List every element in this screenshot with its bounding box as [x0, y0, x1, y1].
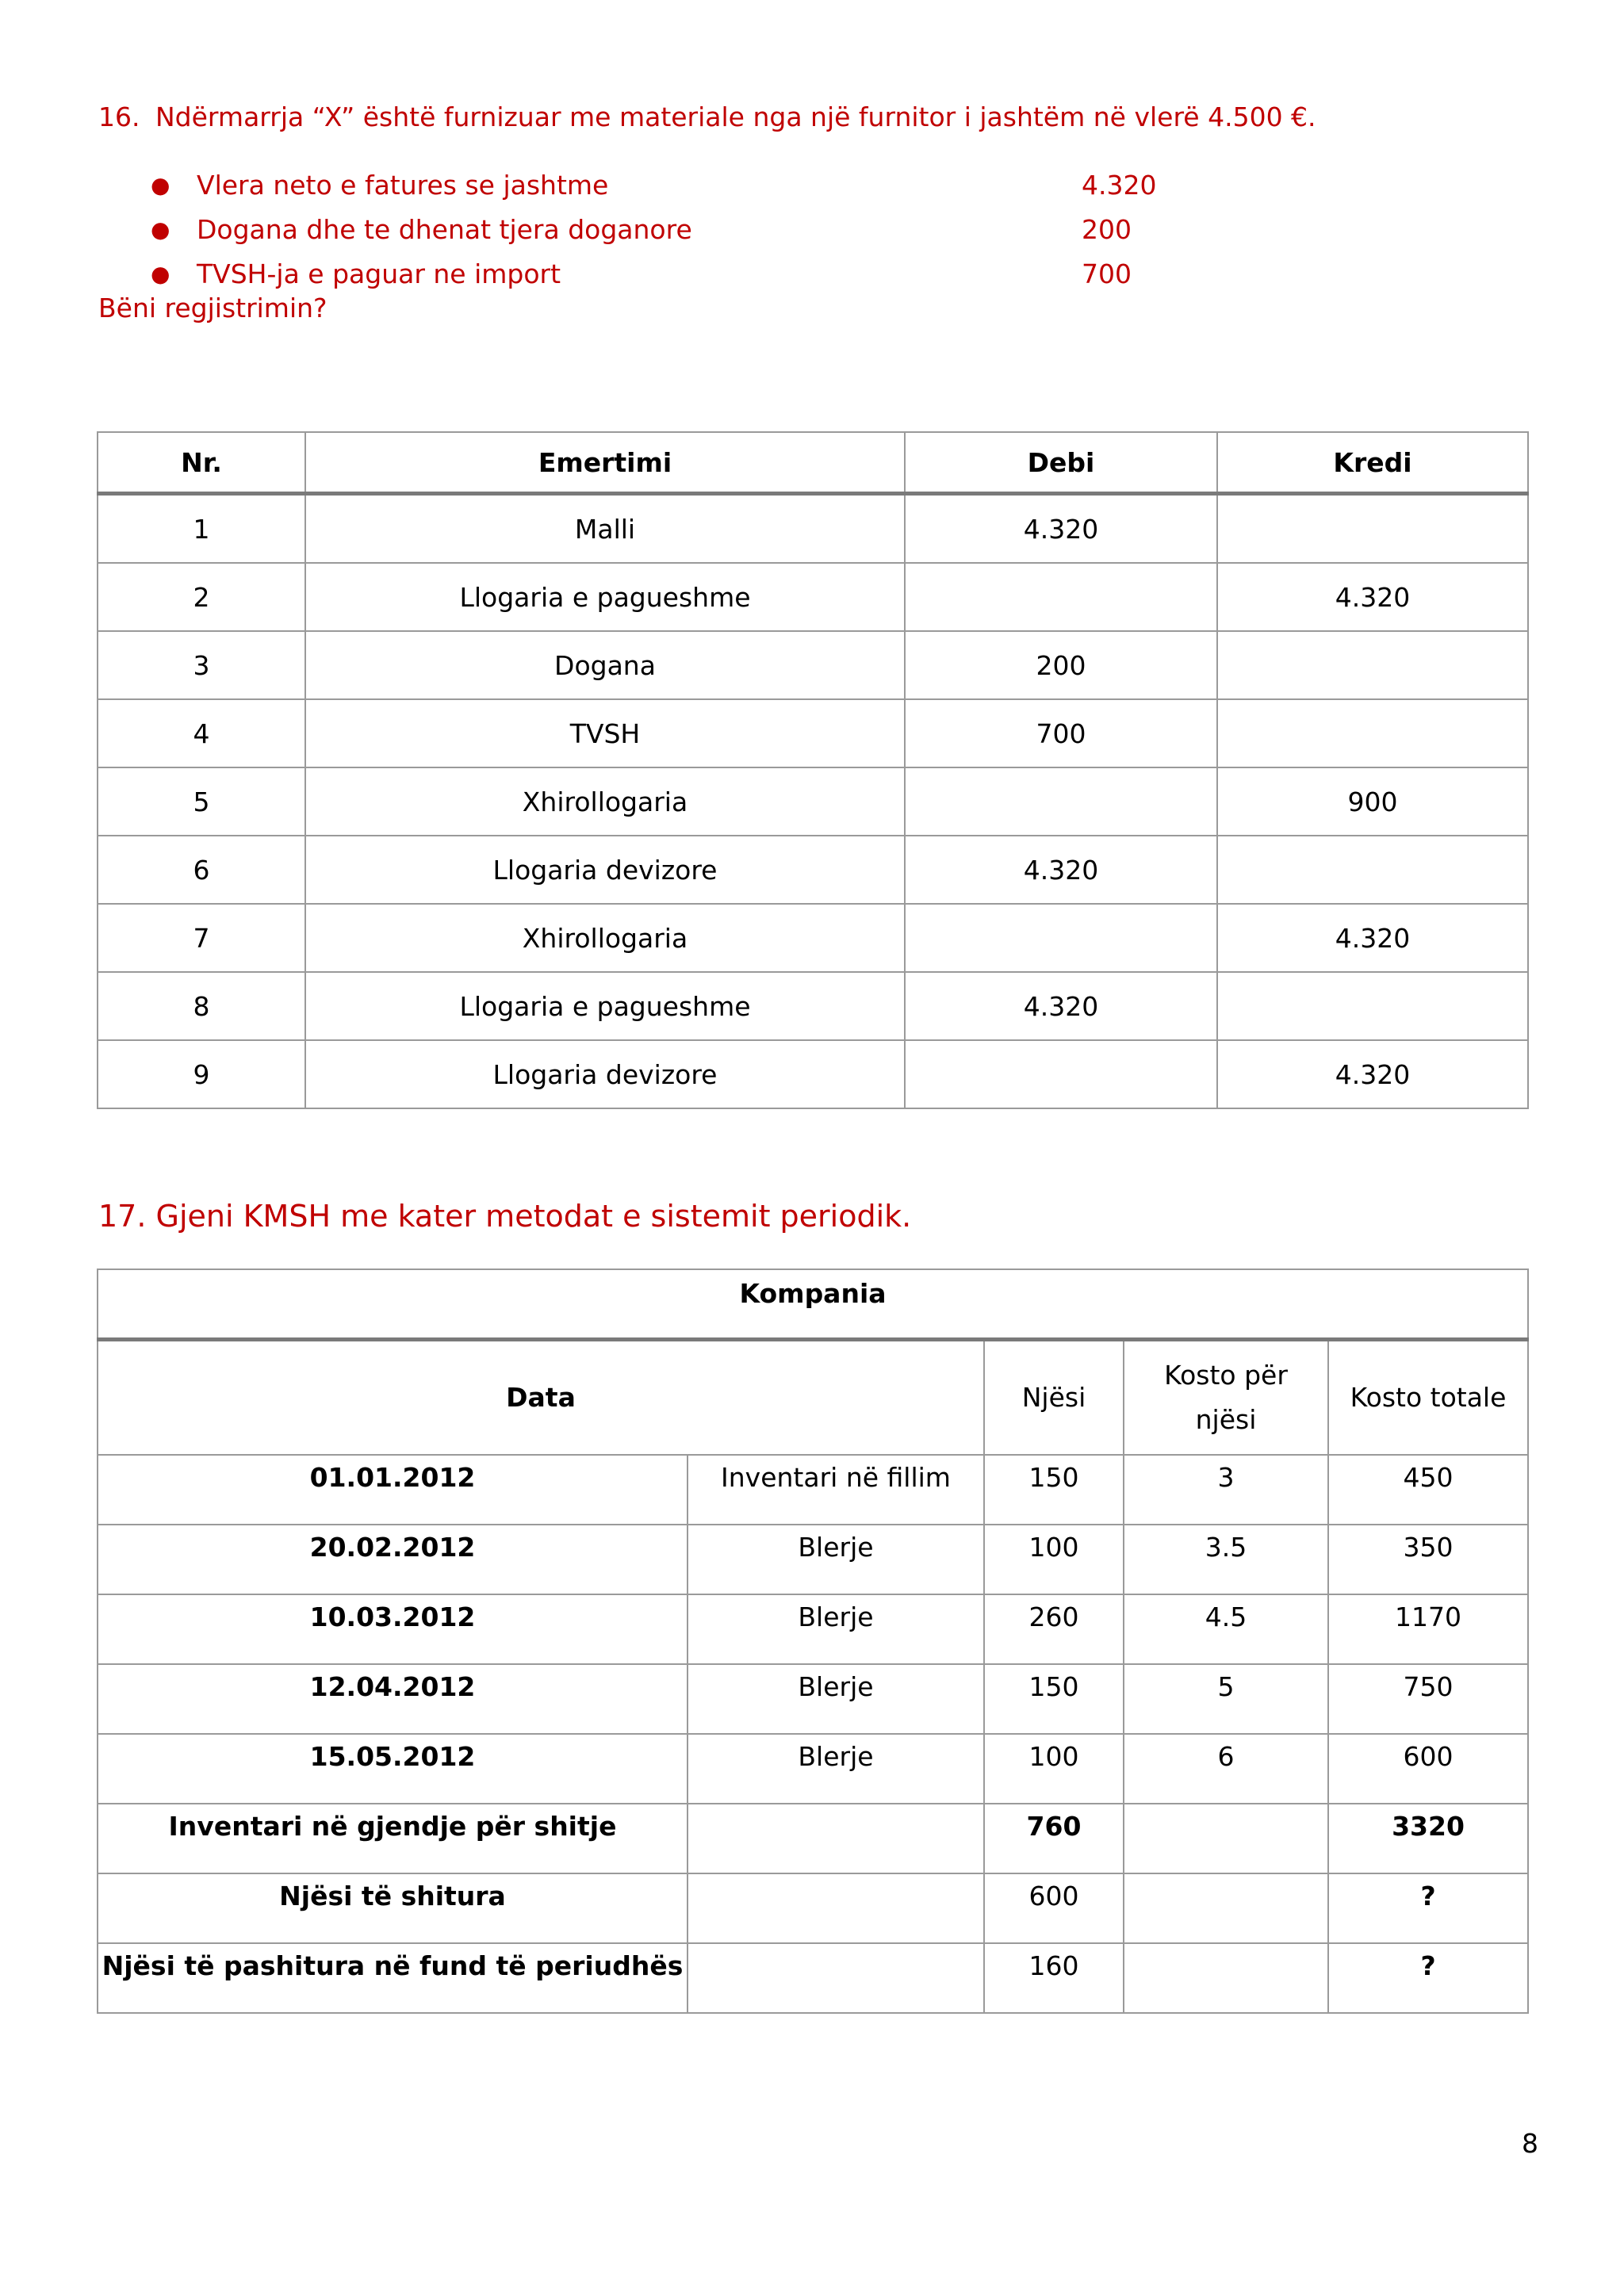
table-row	[98, 767, 1528, 836]
summary-units: 160	[984, 1943, 1124, 2013]
cell-name: Malli	[305, 494, 905, 564]
cell-name: Dogana	[305, 631, 905, 699]
cell-credit	[1217, 972, 1528, 1040]
table-header-row	[98, 432, 1528, 494]
summary-row	[98, 1873, 1528, 1943]
cell-credit: 900	[1217, 767, 1528, 836]
table-row	[98, 836, 1528, 904]
question-16-title	[98, 98, 1316, 136]
header-unit-cost-line1: Kosto për	[1164, 1359, 1288, 1391]
cell-nr: 3	[98, 631, 305, 699]
table-row	[98, 494, 1528, 564]
table-row	[98, 1455, 1528, 1525]
table-row	[98, 699, 1528, 767]
cell-debit: 4.320	[905, 972, 1217, 1040]
item-label: Dogana dhe te dhenat tjera doganore	[197, 214, 692, 245]
table-header-row	[98, 1339, 1528, 1455]
cell-unit-cost: 3.5	[1124, 1525, 1328, 1594]
table-row	[98, 1040, 1528, 1108]
summary-label: Njësi të pashitura në fund të periudhës	[98, 1943, 688, 2013]
cell-units: 150	[984, 1664, 1124, 1734]
cell-total-cost: 450	[1328, 1455, 1528, 1525]
table-row	[98, 904, 1528, 972]
company-name: Kompania	[98, 1269, 1528, 1339]
cell-date: 20.02.2012	[98, 1525, 688, 1594]
cell-date: 15.05.2012	[98, 1734, 688, 1804]
company-row	[98, 1269, 1528, 1339]
summary-row	[98, 1804, 1528, 1873]
cell-date: 10.03.2012	[98, 1594, 688, 1664]
cell-debit	[905, 904, 1217, 972]
bullet-list	[98, 163, 1208, 297]
item-value: 4.320	[1082, 170, 1157, 201]
table-row	[98, 972, 1528, 1040]
cell-debit	[905, 1040, 1217, 1108]
bullet-icon: ●	[151, 261, 170, 287]
summary-units: 760	[984, 1804, 1124, 1873]
cell-name: Llogaria e pagueshme	[305, 563, 905, 631]
cell-units: 100	[984, 1525, 1124, 1594]
question-17-title: 17. Gjeni KMSH me kater metodat e sistemit periodik.	[98, 1199, 912, 1234]
table-row	[98, 1734, 1528, 1804]
cell-total-cost: 1170	[1328, 1594, 1528, 1664]
cell-debit	[905, 563, 1217, 631]
cell-nr: 2	[98, 563, 305, 631]
cell-empty	[1124, 1873, 1328, 1943]
cell-name: Llogaria devizore	[305, 836, 905, 904]
header-unit-cost	[1124, 1339, 1328, 1455]
cell-total-cost: 600	[1328, 1734, 1528, 1804]
cell-nr: 7	[98, 904, 305, 972]
header-units: Njësi	[984, 1339, 1124, 1455]
cell-nr: 9	[98, 1040, 305, 1108]
cell-unit-cost: 6	[1124, 1734, 1328, 1804]
summary-units: 600	[984, 1873, 1124, 1943]
cell-units: 150	[984, 1455, 1124, 1525]
cell-name: Xhirollogaria	[305, 767, 905, 836]
cell-empty	[1124, 1943, 1328, 2013]
cell-description: Blerje	[688, 1734, 984, 1804]
summary-total: 3320	[1328, 1804, 1528, 1873]
list-item	[98, 208, 1208, 252]
cell-name: TVSH	[305, 699, 905, 767]
cell-description: Blerje	[688, 1664, 984, 1734]
cell-nr: 8	[98, 972, 305, 1040]
cell-date: 12.04.2012	[98, 1664, 688, 1734]
header-unit-cost-line2: njësi	[1195, 1403, 1257, 1435]
cell-total-cost: 350	[1328, 1525, 1528, 1594]
cell-description: Inventari në fillim	[688, 1455, 984, 1525]
cell-debit: 4.320	[905, 494, 1217, 564]
cell-debit: 200	[905, 631, 1217, 699]
cell-description: Blerje	[688, 1594, 984, 1664]
cell-date: 01.01.2012	[98, 1455, 688, 1525]
item-label: Vlera neto e fatures se jashtme	[197, 170, 609, 201]
header-date: Data	[98, 1339, 984, 1455]
cell-nr: 1	[98, 494, 305, 564]
cell-total-cost: 750	[1328, 1664, 1528, 1734]
cell-debit: 4.320	[905, 836, 1217, 904]
question-16-prompt: Bëni regjistrimin?	[98, 293, 327, 323]
cell-empty	[688, 1943, 984, 2013]
cell-empty	[1124, 1804, 1328, 1873]
cell-unit-cost: 4.5	[1124, 1594, 1328, 1664]
cell-debit	[905, 767, 1217, 836]
question-number: 16.	[98, 101, 140, 132]
cell-empty	[688, 1804, 984, 1873]
journal-table	[97, 431, 1529, 1109]
cell-name: Llogaria e pagueshme	[305, 972, 905, 1040]
cell-credit	[1217, 699, 1528, 767]
summary-label: Njësi të shitura	[98, 1873, 688, 1943]
summary-total: ?	[1328, 1943, 1528, 2013]
header-name: Emertimi	[305, 432, 905, 494]
cell-nr: 4	[98, 699, 305, 767]
cell-nr: 6	[98, 836, 305, 904]
bullet-icon: ●	[151, 216, 170, 243]
cell-empty	[688, 1873, 984, 1943]
inventory-table	[97, 1269, 1529, 2014]
cell-credit: 4.320	[1217, 904, 1528, 972]
cell-unit-cost: 5	[1124, 1664, 1328, 1734]
page-number: 8	[1522, 2128, 1538, 2159]
cell-unit-cost: 3	[1124, 1455, 1328, 1525]
cell-credit: 4.320	[1217, 563, 1528, 631]
item-value: 700	[1082, 258, 1132, 289]
table-row	[98, 1594, 1528, 1664]
cell-description: Blerje	[688, 1525, 984, 1594]
summary-row	[98, 1943, 1528, 2013]
cell-credit	[1217, 494, 1528, 564]
header-total-cost: Kosto totale	[1328, 1339, 1528, 1455]
cell-debit: 700	[905, 699, 1217, 767]
table-row	[98, 563, 1528, 631]
cell-credit	[1217, 836, 1528, 904]
cell-nr: 5	[98, 767, 305, 836]
question-text: Ndërmarrja “X” është furnizuar me materiale nga një furnitor i jashtëm në vlerë 4.500 €.	[155, 101, 1316, 132]
cell-units: 100	[984, 1734, 1124, 1804]
cell-credit: 4.320	[1217, 1040, 1528, 1108]
table-row	[98, 631, 1528, 699]
summary-label: Inventari në gjendje për shitje	[98, 1804, 688, 1873]
header-credit: Kredi	[1217, 432, 1528, 494]
cell-units: 260	[984, 1594, 1124, 1664]
table-row	[98, 1664, 1528, 1734]
cell-name: Llogaria devizore	[305, 1040, 905, 1108]
list-item	[98, 163, 1208, 208]
table-row	[98, 1525, 1528, 1594]
header-debit: Debi	[905, 432, 1217, 494]
cell-name: Xhirollogaria	[305, 904, 905, 972]
summary-total: ?	[1328, 1873, 1528, 1943]
header-nr: Nr.	[98, 432, 305, 494]
bullet-icon: ●	[151, 172, 170, 198]
cell-credit	[1217, 631, 1528, 699]
item-label: TVSH-ja e paguar ne import	[197, 258, 561, 289]
item-value: 200	[1082, 214, 1132, 245]
